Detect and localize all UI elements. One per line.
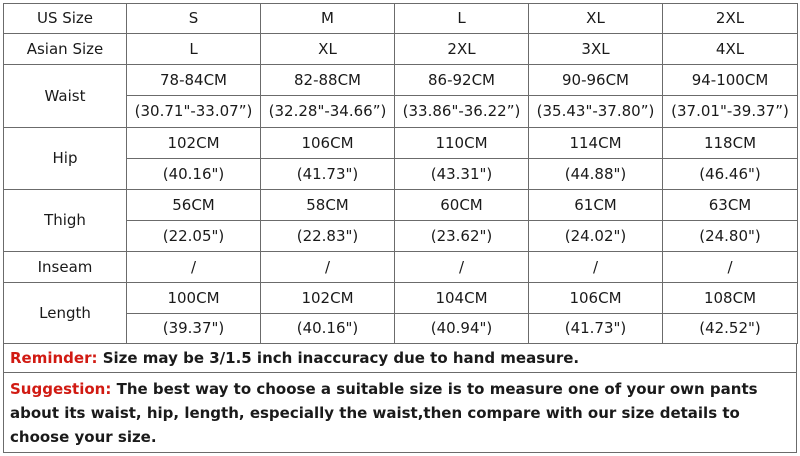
- thigh-cm-cell: 61CM: [529, 190, 663, 221]
- length-inch-cell: (41.73"): [529, 314, 663, 344]
- asian-size-row: [4, 34, 798, 65]
- inseam-cell: /: [663, 252, 798, 283]
- length-inch-cell: (39.37"): [127, 314, 261, 344]
- hip-cm-cell: 110CM: [395, 128, 529, 159]
- inseam-label: Inseam: [4, 252, 127, 283]
- waist-label: Waist: [4, 65, 127, 128]
- hip-inch-cell: (40.16"): [127, 159, 261, 190]
- thigh-inch-cell: (22.05"): [127, 221, 261, 252]
- length-cm-cell: 104CM: [395, 283, 529, 314]
- thigh-inch-cell: (24.80"): [663, 221, 798, 252]
- us-size-xl: XL: [529, 4, 663, 34]
- us-size-s: S: [127, 4, 261, 34]
- hip-label: Hip: [4, 128, 127, 190]
- length-label: Length: [4, 283, 127, 344]
- hip-inch-cell: (43.31"): [395, 159, 529, 190]
- inseam-cell: /: [261, 252, 395, 283]
- waist-inch-cell: (37.01"-39.37”): [663, 96, 798, 128]
- thigh-cm-cell: 58CM: [261, 190, 395, 221]
- us-size-l: L: [395, 4, 529, 34]
- length-inch-cell: (40.16"): [261, 314, 395, 344]
- waist-inch-cell: (33.86"-36.22”): [395, 96, 529, 128]
- hip-cm-cell: 114CM: [529, 128, 663, 159]
- length-cm-cell: 100CM: [127, 283, 261, 314]
- asian-size-cell: 4XL: [663, 34, 798, 65]
- waist-cm-cell: 78-84CM: [127, 65, 261, 96]
- thigh-label: Thigh: [4, 190, 127, 252]
- length-cm-cell: 106CM: [529, 283, 663, 314]
- hip-inch-cell: (46.46"): [663, 159, 798, 190]
- thigh-inch-cell: (23.62"): [395, 221, 529, 252]
- asian-size-cell: 3XL: [529, 34, 663, 65]
- asian-size-cell: 2XL: [395, 34, 529, 65]
- hip-cm-cell: 118CM: [663, 128, 798, 159]
- hip-inch-cell: (44.88"): [529, 159, 663, 190]
- hip-cm-cell: 102CM: [127, 128, 261, 159]
- thigh-inch-cell: (24.02"): [529, 221, 663, 252]
- size-table: [3, 3, 798, 344]
- inseam-cell: /: [395, 252, 529, 283]
- reminder-note: [3, 343, 797, 373]
- waist-cm-cell: 82-88CM: [261, 65, 395, 96]
- thigh-cm-cell: 60CM: [395, 190, 529, 221]
- asian-size-cell: XL: [261, 34, 395, 65]
- hip-cm-row: [4, 128, 798, 159]
- us-size-m: M: [261, 4, 395, 34]
- hip-cm-cell: 106CM: [261, 128, 395, 159]
- suggestion-note: [3, 372, 797, 453]
- length-cm-row: [4, 283, 798, 314]
- waist-cm-row: [4, 65, 798, 96]
- asian-size-label: Asian Size: [4, 34, 127, 65]
- asian-size-cell: L: [127, 34, 261, 65]
- thigh-inch-cell: (22.83"): [261, 221, 395, 252]
- waist-inch-cell: (35.43"-37.80”): [529, 96, 663, 128]
- waist-inch-cell: (32.28"-34.66”): [261, 96, 395, 128]
- waist-cm-cell: 94-100CM: [663, 65, 798, 96]
- thigh-cm-cell: 56CM: [127, 190, 261, 221]
- length-cm-cell: 108CM: [663, 283, 798, 314]
- waist-inch-cell: (30.71"-33.07”): [127, 96, 261, 128]
- us-size-label: US Size: [4, 4, 127, 34]
- inseam-cell: /: [127, 252, 261, 283]
- us-size-row: [4, 4, 798, 34]
- waist-cm-cell: 86-92CM: [395, 65, 529, 96]
- length-cm-cell: 102CM: [261, 283, 395, 314]
- length-inch-cell: (42.52"): [663, 314, 798, 344]
- reminder-label: Reminder:: [10, 349, 98, 367]
- us-size-2xl: 2XL: [663, 4, 798, 34]
- suggestion-label: Suggestion:: [10, 380, 112, 398]
- reminder-text: Size may be 3/1.5 inch inaccuracy due to hand measure.: [102, 349, 580, 367]
- thigh-cm-row: [4, 190, 798, 221]
- inseam-row: [4, 252, 798, 283]
- length-inch-cell: (40.94"): [395, 314, 529, 344]
- thigh-cm-cell: 63CM: [663, 190, 798, 221]
- hip-inch-cell: (41.73"): [261, 159, 395, 190]
- inseam-cell: /: [529, 252, 663, 283]
- waist-cm-cell: 90-96CM: [529, 65, 663, 96]
- suggestion-text: The best way to choose a suitable size is to measure one of your own pants about its waist, hip, length, especially the waist,then compare with our size details to choose your size.: [10, 380, 758, 446]
